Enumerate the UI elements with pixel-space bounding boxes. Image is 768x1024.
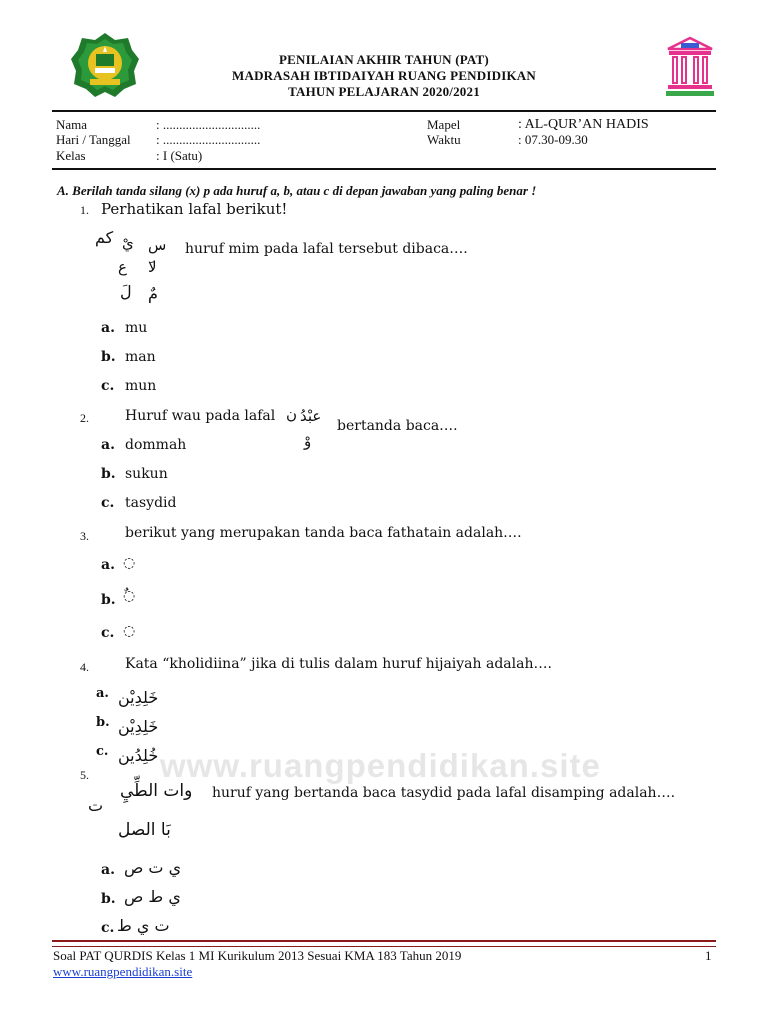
q2-number: 2.: [80, 411, 89, 425]
q5-number: 5.: [80, 768, 89, 782]
q5-option-b-text: ي ط ص: [124, 887, 181, 906]
header-title-line3: TAHUN PELAJARAN 2020/2021: [288, 84, 480, 99]
q4-option-c-letter: c.: [96, 744, 109, 759]
q4-number: 4.: [80, 660, 89, 674]
hari-label: Hari / Tanggal: [56, 132, 131, 147]
footer-link[interactable]: www.ruangpendidikan.site: [53, 964, 193, 979]
rpn-logo: [666, 36, 714, 98]
q1-arabic-d: ع: [118, 258, 127, 276]
q1-arabic-e: َلا: [148, 258, 157, 276]
q5-option-c-text: ت ي ط: [117, 916, 170, 935]
q3-number: 3.: [80, 529, 89, 543]
q2-arabic-a: عبْدُ: [300, 407, 322, 425]
footer-title: Soal PAT QURDIS Kelas 1 MI Kurikulum 2013 Sesuai KMA 183 Tahun 2019: [53, 948, 462, 963]
mapel-label: Mapel: [427, 117, 461, 132]
q4-option-b-letter: b.: [96, 715, 110, 730]
q5-option-a-text: ي ت ص: [124, 858, 182, 877]
q5-text: huruf yang bertanda baca tasydid pada lafal disamping adalah….: [212, 785, 676, 801]
q5-arabic-b: ت: [88, 796, 104, 815]
q1-number: 1.: [80, 203, 89, 217]
q1-text: Perhatikan lafal berikut!: [101, 200, 288, 218]
waktu-label: Waktu: [427, 132, 461, 147]
q1-option-a-text: mu: [125, 320, 148, 336]
q3-option-b-text: ◌ٌ: [123, 588, 136, 604]
header-divider: [52, 110, 716, 112]
q2-option-b-letter: b.: [101, 466, 116, 482]
q1-option-c-text: mun: [125, 378, 157, 394]
q2-text: Huruf wau pada lafal: [125, 408, 276, 424]
q3-option-a-text: ◌: [123, 555, 136, 571]
mapel-value: : AL-QUR’AN HADIS: [518, 117, 649, 132]
q2-option-a-letter: a.: [101, 437, 115, 453]
q1-option-a-letter: a.: [101, 320, 115, 336]
q2-arabic-c: وْ: [304, 432, 312, 450]
q3-option-c-letter: c.: [101, 625, 115, 641]
q1-prompt: huruf mim pada lafal tersebut dibaca….: [185, 241, 468, 257]
kelas-label: Kelas: [56, 148, 86, 163]
instruction-text: A. Berilah tanda silang (x) p ada huruf a, b, atau c di depan jawaban yang paling benar !: [57, 183, 537, 198]
q4-option-a-letter: a.: [96, 686, 109, 701]
q4-option-b-text: خَلِدِيْن: [118, 717, 159, 736]
q1-arabic-c: س: [148, 236, 167, 254]
q2-option-b-text: sukun: [125, 466, 168, 482]
nama-label: Nama: [56, 117, 88, 132]
nama-value: : ..............................: [156, 117, 261, 132]
q2-option-a-text: dommah: [125, 437, 187, 453]
q2-text-after: bertanda baca….: [337, 418, 458, 434]
q3-option-b-letter: b.: [101, 592, 116, 608]
q5-arabic-c: بَا الصل: [118, 820, 171, 840]
q5-option-c-letter: c.: [101, 920, 115, 936]
kelas-value: : I (Satu): [156, 148, 203, 163]
waktu-value: : 07.30-09.30: [518, 132, 588, 147]
q3-option-a-letter: a.: [101, 557, 115, 573]
q3-option-c-text: ◌: [123, 623, 136, 639]
hari-value: : ..............................: [156, 132, 261, 147]
q1-option-b-letter: b.: [101, 349, 116, 365]
footer-rule: [52, 940, 716, 947]
q2-option-c-letter: c.: [101, 495, 115, 511]
q1-arabic-b: يْ: [122, 234, 134, 252]
q5-option-a-letter: a.: [101, 862, 115, 878]
header-title-line2: MADRASAH IBTIDAIYAH RUANG PENDIDIKAN: [232, 68, 536, 83]
q5-option-b-letter: b.: [101, 891, 116, 907]
q1-option-b-text: man: [125, 349, 156, 365]
q2-arabic-b: ن: [286, 405, 298, 423]
q1-arabic-g: مٌ: [148, 284, 158, 303]
q3-text: berikut yang merupakan tanda baca fathatain adalah….: [125, 525, 522, 541]
q2-option-c-text: tasydid: [125, 495, 177, 511]
footer-page-number: 1: [705, 948, 712, 963]
info-divider: [52, 168, 716, 170]
q1-option-c-letter: c.: [101, 378, 115, 394]
watermark: www.ruangpendidikan.site: [160, 747, 601, 784]
q4-text: Kata “kholidiina” jika di tulis dalam huruf hijaiyah adalah….: [125, 656, 552, 672]
q5-arabic-a: وات الطِّيِ: [120, 781, 193, 801]
q4-option-a-text: خَلِدِيْن: [118, 688, 159, 707]
q4-option-c-text: خُلِدُين: [118, 746, 159, 765]
q1-arabic-f: لَ: [120, 282, 132, 301]
q1-arabic-a: كم: [95, 228, 114, 247]
header-title-line1: PENILAIAN AKHIR TAHUN (PAT): [279, 52, 489, 67]
